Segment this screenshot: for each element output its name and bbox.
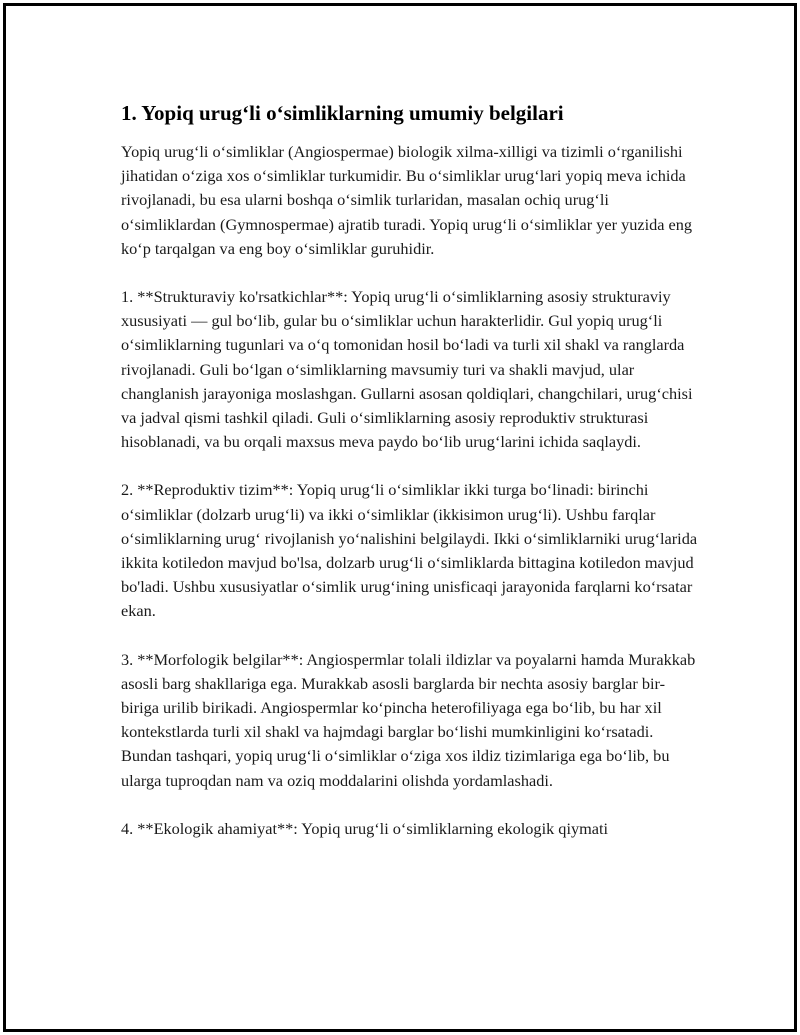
- document-body: [121, 98, 701, 865]
- page-frame: [3, 3, 797, 1032]
- intro-paragraph: Yopiq urug‘li o‘simliklar (Angiospermae) biologik xilma-xilligi va tizimli o‘rganilishi jihatidan o‘ziga xos o‘simliklar turkumidir. Bu o‘simliklar urug‘lari yopiq meva ichida rivojlanadi, bu esa ularni boshqa o‘simlik turlaridan, masalan ochiq urug‘li o‘simliklardan (Gymnospermae) ajratib turadi. Yopiq urug‘li o‘simliklar yer yuzida eng ko‘p tarqalgan va eng boy o‘simliklar guruhidir.: [121, 142, 693, 258]
- paragraph-ecological-importance: 4. **Ekologik ahamiyat**: Yopiq urug‘li o‘simliklarning ekologik qiymati: [121, 818, 609, 838]
- paragraph-morphological-features: 3. **Morfologik belgilar**: Angiospermlar tolali ildizlar va poyalarni hamda Murakkab asosli barg shakllariga ega. Murakkab asosli barglarda bir nechta asosiy barglar bir-biriga urilib birikadi. Angiospermlar ko‘pincha heterofiliyaga ega bo‘lib, bu har xil kontekstlarda turli xil shakl va hajmdagi barglar bo‘lishi mumkinligini ko‘rsatadi. Bundan tashqari, yopiq urug‘li o‘simliklar o‘ziga xos ildiz tizimlariga ega bo‘lib, bu ularga tuproqdan nam va oziq moddalarini olishda yordamlashadi.: [121, 649, 696, 790]
- paragraph-reproductive-system: 2. **Reproduktiv tizim**: Yopiq urug‘li o‘simliklar ikki turga bo‘linadi: birinchi o‘simliklar (dolzarb urug‘li) va ikki o‘simliklar (ikkisimon urug‘li). Ushbu farqlar o‘simliklarning urug‘ rivojlanish yo‘nalishini belgilaydi. Ikki o‘simliklarniki urug‘larida ikkita kotiledon mavjud bo'lsa, dolzarb urug‘li o‘simliklarda bittagina kotiledon mavjud bo'ladi. Ushbu xususiyatlar o‘simlik urug‘ining unisficaqi jarayonida farqlarni ko‘rsatar ekan.: [121, 480, 698, 621]
- paragraph-structural-features: 1. **Strukturaviy ko'rsatkichlar**: Yopiq urug‘li o‘simliklarning asosiy strukturaviy xususiyati — gul bo‘lib, gular bu o‘simliklar uchun harakterlidir. Gul yopiq urug‘li o‘simliklarning tugunlari va o‘q tomonidan hosil bo‘ladi va turli xil shakl va ranglarda rivojlanadi. Guli bo‘lgan o‘simliklarning mavsumiy turi va shakli mavjud, ular changlanish jarayoniga moslashgan. Gullarni asosan qoldiqlari, changchilari, urug‘chisi va jadval qismi tashkil qiladi. Guli o‘simliklarning asosiy reproduktiv strukturasi hisoblanadi, va bu orqali maxsus meva paydo bo‘lib urug‘larini ichida saqlaydi.: [121, 287, 693, 452]
- section-heading: 1. Yopiq urug‘li o‘simliklarning umumiy belgilari: [121, 101, 564, 125]
